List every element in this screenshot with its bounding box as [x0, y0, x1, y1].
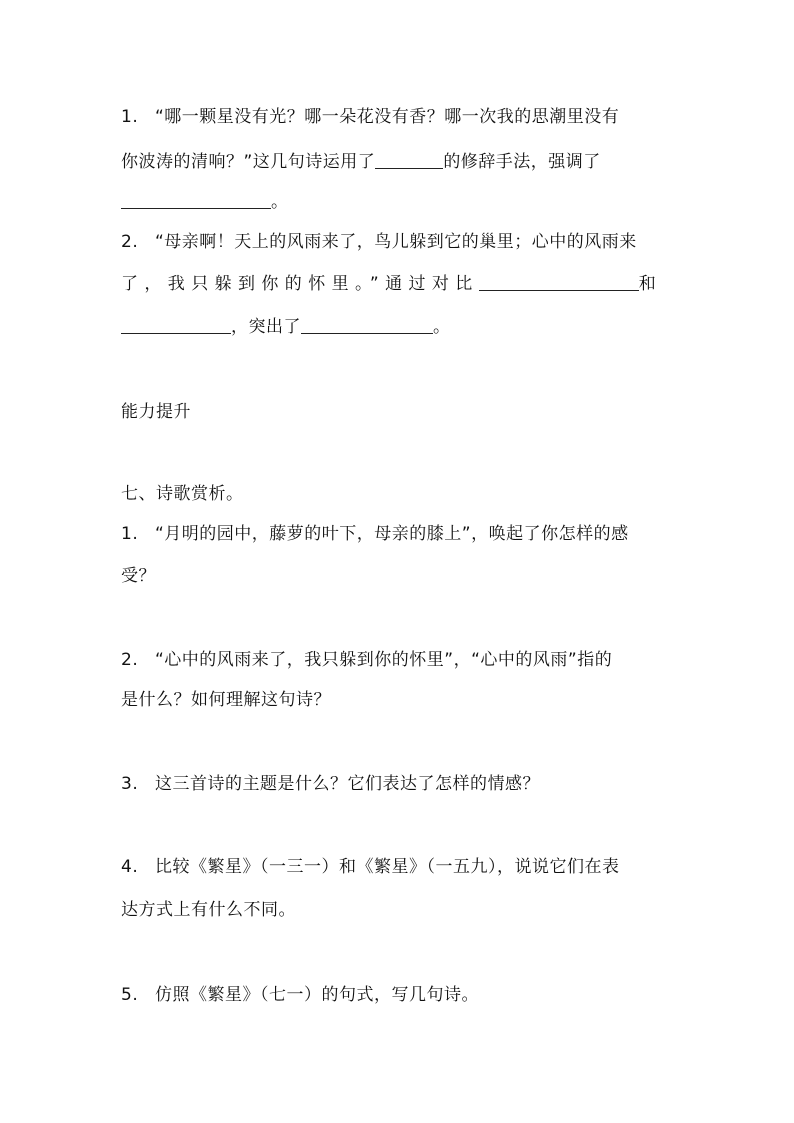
s7-q2-line-2: 是什么？如何理解这句诗？ — [121, 690, 331, 710]
q2-text-1: “母亲啊！天上的风雨来了，鸟儿躲到它的巢里；心中的风雨来 — [155, 232, 637, 252]
s7-q3-number: 3. — [121, 774, 139, 794]
q1-text-2a: 你波涛的清响？”这几句诗运用了 — [121, 152, 376, 172]
section-heading-ability: 能力提升 — [121, 402, 191, 422]
s7-q2-number: 2. — [121, 650, 139, 670]
s7-q2-line-1 — [121, 648, 612, 672]
q2-text-2a: 了，我只躲到你的怀里。”通过对比 — [121, 274, 479, 294]
q1-number: 1. — [121, 107, 139, 127]
q2-blank-compare-1[interactable] — [479, 272, 639, 291]
q1-text-3b: 。 — [271, 192, 289, 212]
q1-blank-rhetoric[interactable] — [375, 150, 443, 169]
s7-q1-line-2: 受？ — [121, 566, 156, 586]
q1-text-2b: 的修辞手法，强调了 — [443, 152, 601, 172]
s7-q4-line-2: 达方式上有什么不同。 — [121, 900, 296, 920]
s7-q2-text-1: “心中的风雨来了，我只躲到你的怀里”，“心中的风雨”指的 — [155, 650, 613, 670]
s7-q3-text-1: 这三首诗的主题是什么？它们表达了怎样的情感？ — [155, 774, 540, 794]
s7-q4-number: 4. — [121, 857, 139, 877]
s7-q5-number: 5. — [121, 985, 139, 1005]
s7-q1-number: 1. — [121, 524, 139, 544]
q1-line-3 — [121, 190, 289, 214]
s7-q5-line-1 — [121, 983, 479, 1007]
s7-q5-text-1: 仿照《繁星》（七一）的句式，写几句诗。 — [155, 985, 479, 1005]
section7-title: 七、诗歌赏析。 — [121, 484, 244, 504]
q2-text-3b: 。 — [433, 317, 451, 337]
s7-q1-line-1 — [121, 522, 629, 546]
q2-line-1 — [121, 230, 637, 254]
s7-q4-text-1: 比较《繁星》（一三一）和《繁星》（一五九），说说它们在表 — [155, 857, 620, 877]
s7-q3-line-1 — [121, 772, 540, 796]
q2-blank-compare-2[interactable] — [121, 315, 231, 334]
s7-q4-line-1 — [121, 855, 620, 879]
q1-line-1 — [121, 105, 619, 129]
q2-line-2 — [121, 272, 656, 296]
q2-text-2b: 和 — [638, 274, 657, 294]
q2-number: 2. — [121, 232, 139, 252]
q1-blank-emphasis[interactable] — [121, 190, 271, 209]
q1-line-2 — [121, 150, 601, 174]
q2-text-3a: ，突出了 — [231, 317, 301, 337]
q1-text-1: “哪一颗星没有光？哪一朵花没有香？哪一次我的思潮里没有 — [155, 107, 620, 127]
s7-q1-text-1: “月明的园中，藤萝的叶下，母亲的膝上”，唤起了你怎样的感 — [155, 524, 629, 544]
q2-line-3 — [121, 315, 451, 339]
q2-blank-highlight[interactable] — [301, 315, 433, 334]
